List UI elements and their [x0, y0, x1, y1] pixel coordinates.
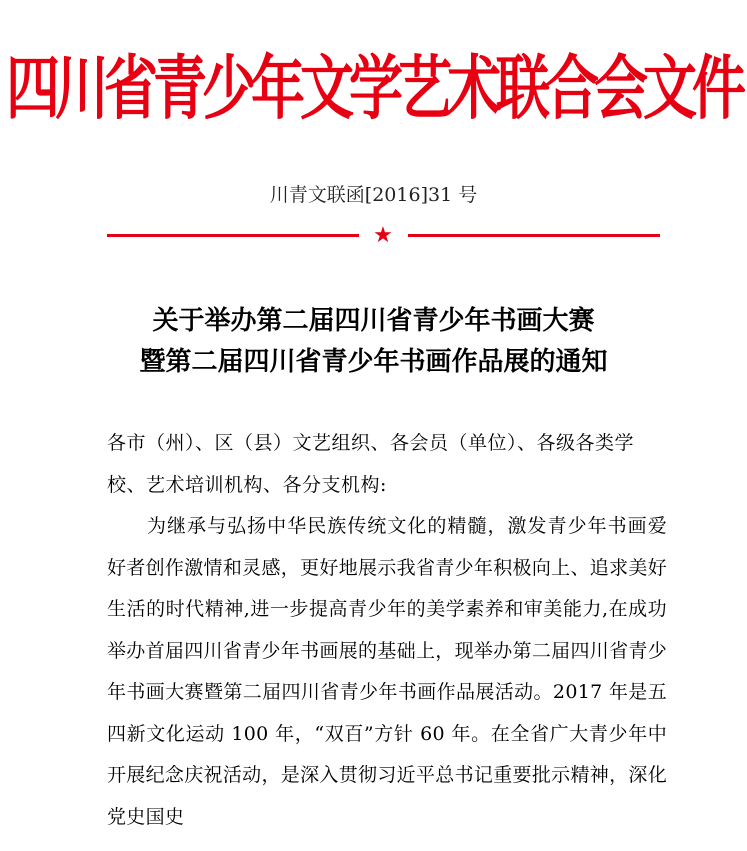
divider-line-right	[408, 234, 660, 237]
body-paragraph: 为继承与弘扬中华民族传统文化的精髓，激发青少年书画爱好者创作激情和灵感，更好地展示我省青少年积极向上、追求美好生活的时代精神,进一步提高青少年的美学素养和审美能力,在成功举办首届四川省青少年书画展的基础上，现举办第二届四川省青少年书画大赛暨第二届四川省青少年书画作品展活动。2017 年是五四新文化运动 100 年，“双百”方针 60 年。在全省广大青少年中开展纪念庆祝活动，是深入贯彻习近平总书记重要批示精神，深化党史国史	[107, 515, 667, 828]
notice-title-line-1: 关于举办第二届四川省青少年书画大赛	[152, 306, 595, 336]
salutation: 各市（州）、区（县）文艺组织、各会员（单位）、各级各类学校、艺术培训机构、各分支机构:	[107, 432, 635, 496]
notice-title-line-2: 暨第二届四川省青少年书画作品展的通知	[139, 347, 608, 377]
divider-line-left	[107, 234, 359, 237]
document-number: 川青文联函[2016]31 号	[269, 184, 478, 206]
star-icon: ★	[373, 223, 393, 248]
red-divider	[0, 224, 747, 248]
masthead-title: 四川省青少年文学艺术联合会文件	[6, 48, 741, 129]
